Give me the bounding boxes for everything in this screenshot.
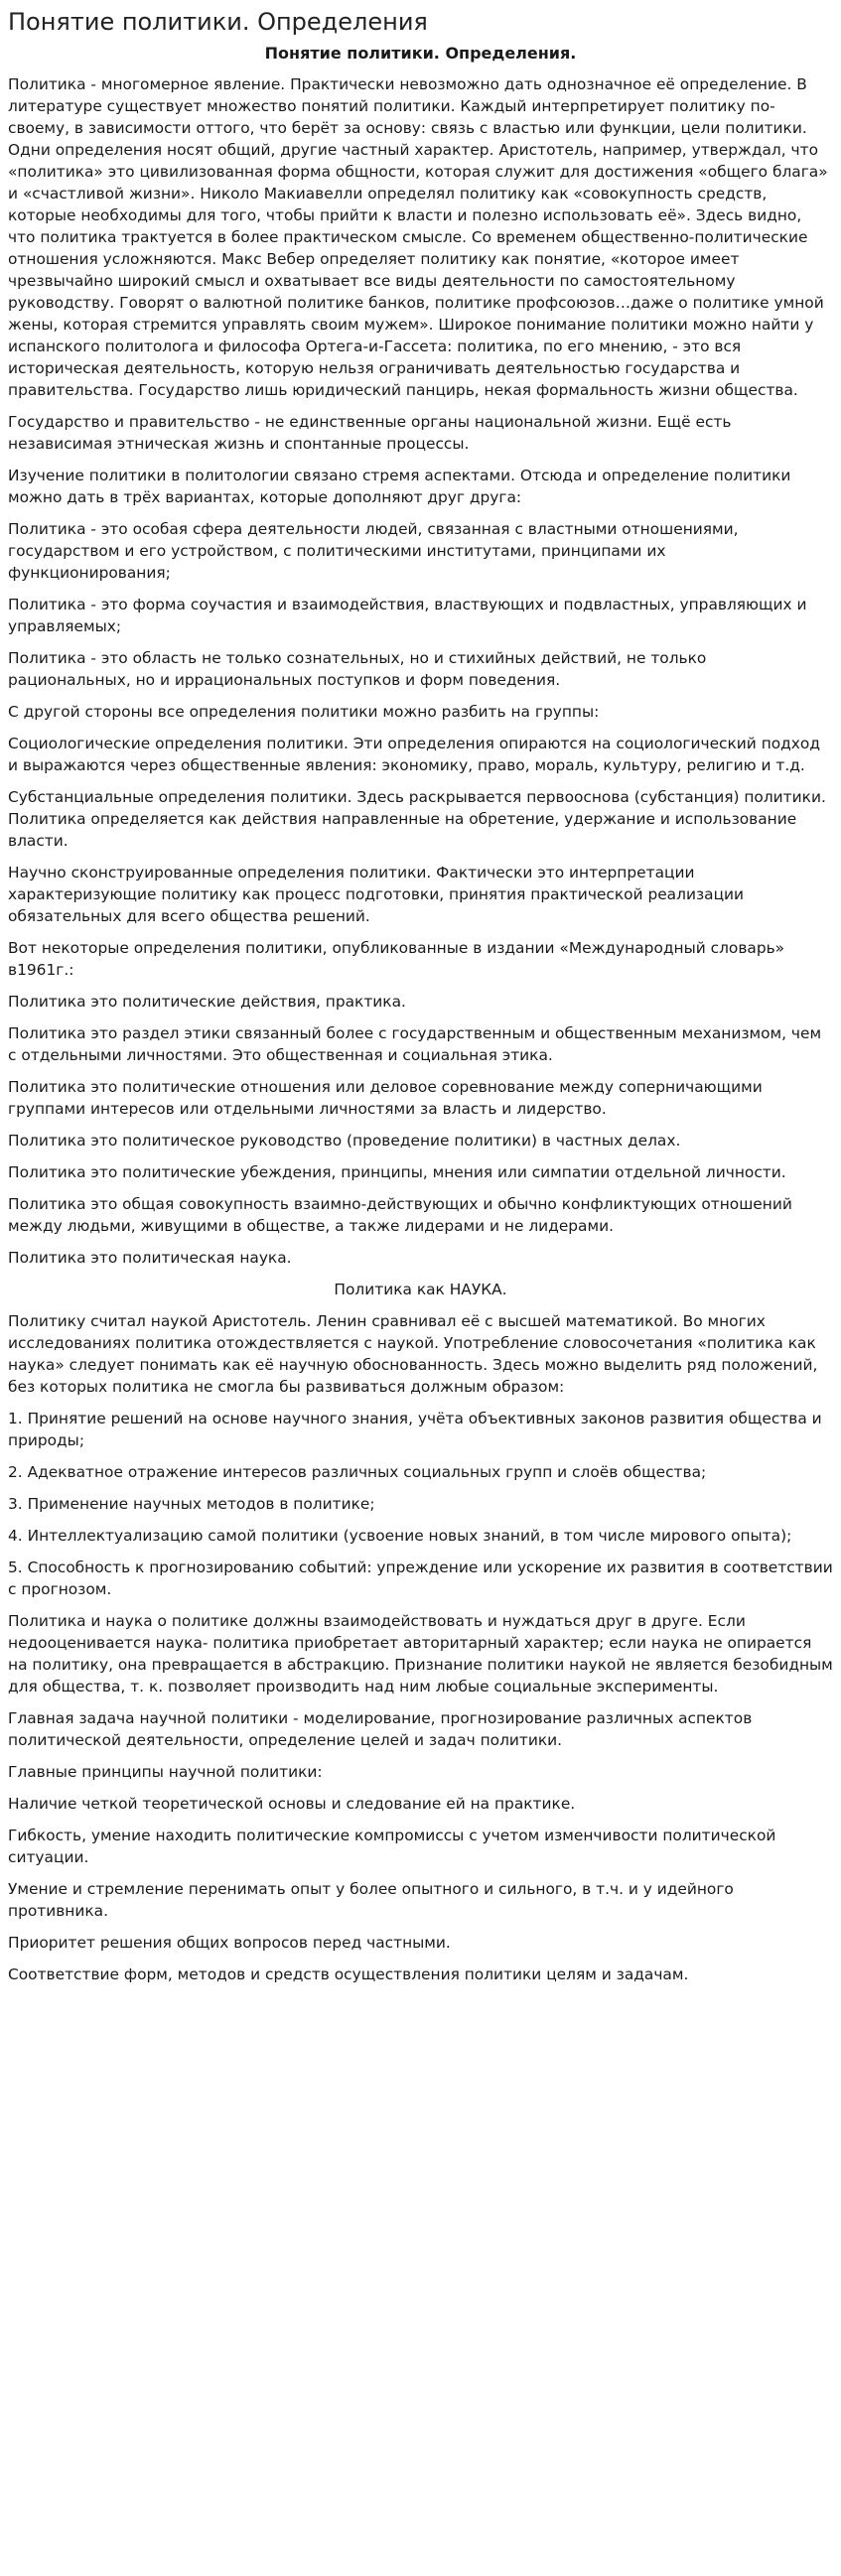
paragraph: Изучение политики в политологии связано стремя аспектами. Отсюда и определение политики можно дать в трёх вариантах, которые дополняют друг друга: [8,467,791,506]
paragraph: Политика - это форма соучастия и взаимодействия, властвующих и подвластных, управляющих и управляемых; [8,596,807,635]
paragraph: Соответствие форм, методов и средств осуществления политики целям и задачам. [8,1966,689,1983]
paragraph: Субстанциальные определения политики. Здесь раскрывается первооснова (субстанция) политики. Политика определяется как действия направленные на обретение, удержание и использование власти. [8,788,826,850]
paragraph: Политика это общая совокупность взаимно-действующих и обычно конфликтующих отношений между людьми, живущими в обществе, а также лидерами и не лидерами. [8,1195,792,1235]
paragraph: Политика - это особая сфера деятельности людей, связанная с властными отношениями, государством и его устройством, с политическими институтами, принципами их функционирования; [8,520,739,582]
list-item: 3. Применение научных методов в политике; [8,1495,375,1513]
paragraph: С другой стороны все определения политики можно разбить на группы: [8,703,600,721]
paragraph: Политика это политические отношения или деловое соревнование между соперничающими группами интересов или отдельными личностями за власть и лидерство. [8,1078,763,1118]
paragraph: Политика и наука о политике должны взаимодействовать и нуждаться друг в друге. Если недооценивается наука- политика приобретает авторитарный характер; если наука не опирается на политику, она превращается в абстракцию. Признание политики наукой не является безобидным для общества, т. к. позволяет производить над ним любые социальные эксперименты. [8,1612,833,1695]
paragraph: Вот некоторые определения политики, опубликованные в издании «Международный словарь» в1961г.: [8,939,785,979]
article-heading: Понятие политики. Определения. [264,44,577,63]
paragraph: Главные принципы научной политики: [8,1763,323,1781]
paragraph: Главная задача научной политики - моделирование, прогнозирование различных аспектов политической деятельности, определение целей и задач политики. [8,1709,753,1749]
paragraph: Гибкость, умение находить политические компромиссы с учетом изменчивости политической ситуации. [8,1827,776,1866]
paragraph: Политика это политическая наука. [8,1249,292,1267]
paragraph: Политика - многомерное явление. Практически невозможно дать однозначное её определение. В литературе существует множество понятий политики. Каждый интерпретирует политику по-своему, в зависимости оттого, что берёт за основу: связь с властью или функции, цели политики. Одни определения носят общий, другие частный характер. Аристотель, например, утверждал, что «политика» это цивилизованная форма общности, которая служит для достижения «общего блага» и «счастливой жизни». Николо Макиавелли определял политику как «совокупность средств, которые необходимы для того, чтобы прийти к власти и полезно использовать её». Здесь видно, что политика трактуется в более практическом смысле. Со временем общественно-политические отношения усложняются. Макс Вебер определяет политику как понятие, «которое имеет чрезвычайно широкий смысл и охватывает все виды деятельности по самостоятельному руководству. Говорят о валютной политике банков, политике профсоюзов…даже о политике умной жены, которая стремится управлять своим мужем». Широкое понимание политики можно найти у испанского политолога и философа Ортега-и-Гассета: политика, по его мнению, - это вся историческая деятельность, которую нельзя ограничивать деятельностью государства и правительства. Государство лишь юридический панцирь, некая формальность жизни общества. [8,75,828,399]
paragraph: Политика это политические действия, практика. [8,993,406,1011]
paragraph: Социологические определения политики. Эти определения опираются на социологический подход и выражаются через общественные явления: экономику, право, мораль, культуру, религию и т.д. [8,735,820,774]
paragraph: Политику считал наукой Аристотель. Ленин сравнивал её с высшей математикой. Во многих исследованиях политика отождествляется с наукой. Употребление словосочетания «политика как наука» следует понимать как её научную обоснованность. Здесь можно выделить ряд положений, без которых политика не смогла бы развиваться должным образом: [8,1312,818,1396]
paragraph: Наличие четкой теоретической основы и следование ей на практике. [8,1795,576,1813]
paragraph: Политика это политическое руководство (проведение политики) в частных делах. [8,1132,681,1150]
paragraph: Научно сконструированные определения политики. Фактически это интерпретации характеризующие политику как процесс подготовки, принятия практической реализации обязательных для всего общества решений. [8,864,745,925]
paragraph: Политика это политические убеждения, принципы, мнения или симпатии отдельной личности. [8,1163,786,1181]
section-subheading: Политика как НАУКА. [334,1281,507,1298]
list-item: 4. Интеллектуализацию самой политики (усвоение новых знаний, в том числе мирового опыта); [8,1527,792,1545]
list-item: 1. Принятие решений на основе научного знания, учёта объективных законов развития общества и природы; [8,1410,822,1449]
page-title: Понятие политики. Определения [8,8,428,36]
paragraph: Государство и правительство - не единственные органы национальной жизни. Ещё есть независимая этническая жизнь и спонтанные процессы. [8,413,732,453]
paragraph: Политика это раздел этики связанный более с государственным и общественным механизмом, чем с отдельными личностями. Это общественная и социальная этика. [8,1024,822,1064]
document-page [0,8,841,1985]
paragraph: Приоритет решения общих вопросов перед частными. [8,1934,451,1952]
paragraph: Политика - это область не только сознательных, но и стихийных действий, не только рациональных, но и иррациональных поступков и форм поведения. [8,649,707,689]
list-item: 5. Способность к прогнозированию событий: упреждение или ускорение их развития в соответствии с прогнозом. [8,1559,833,1598]
paragraph: Умение и стремление перенимать опыт у более опытного и сильного, в т.ч. и у идейного противника. [8,1880,734,1920]
list-item: 2. Адекватное отражение интересов различных социальных групп и слоёв общества; [8,1463,707,1481]
